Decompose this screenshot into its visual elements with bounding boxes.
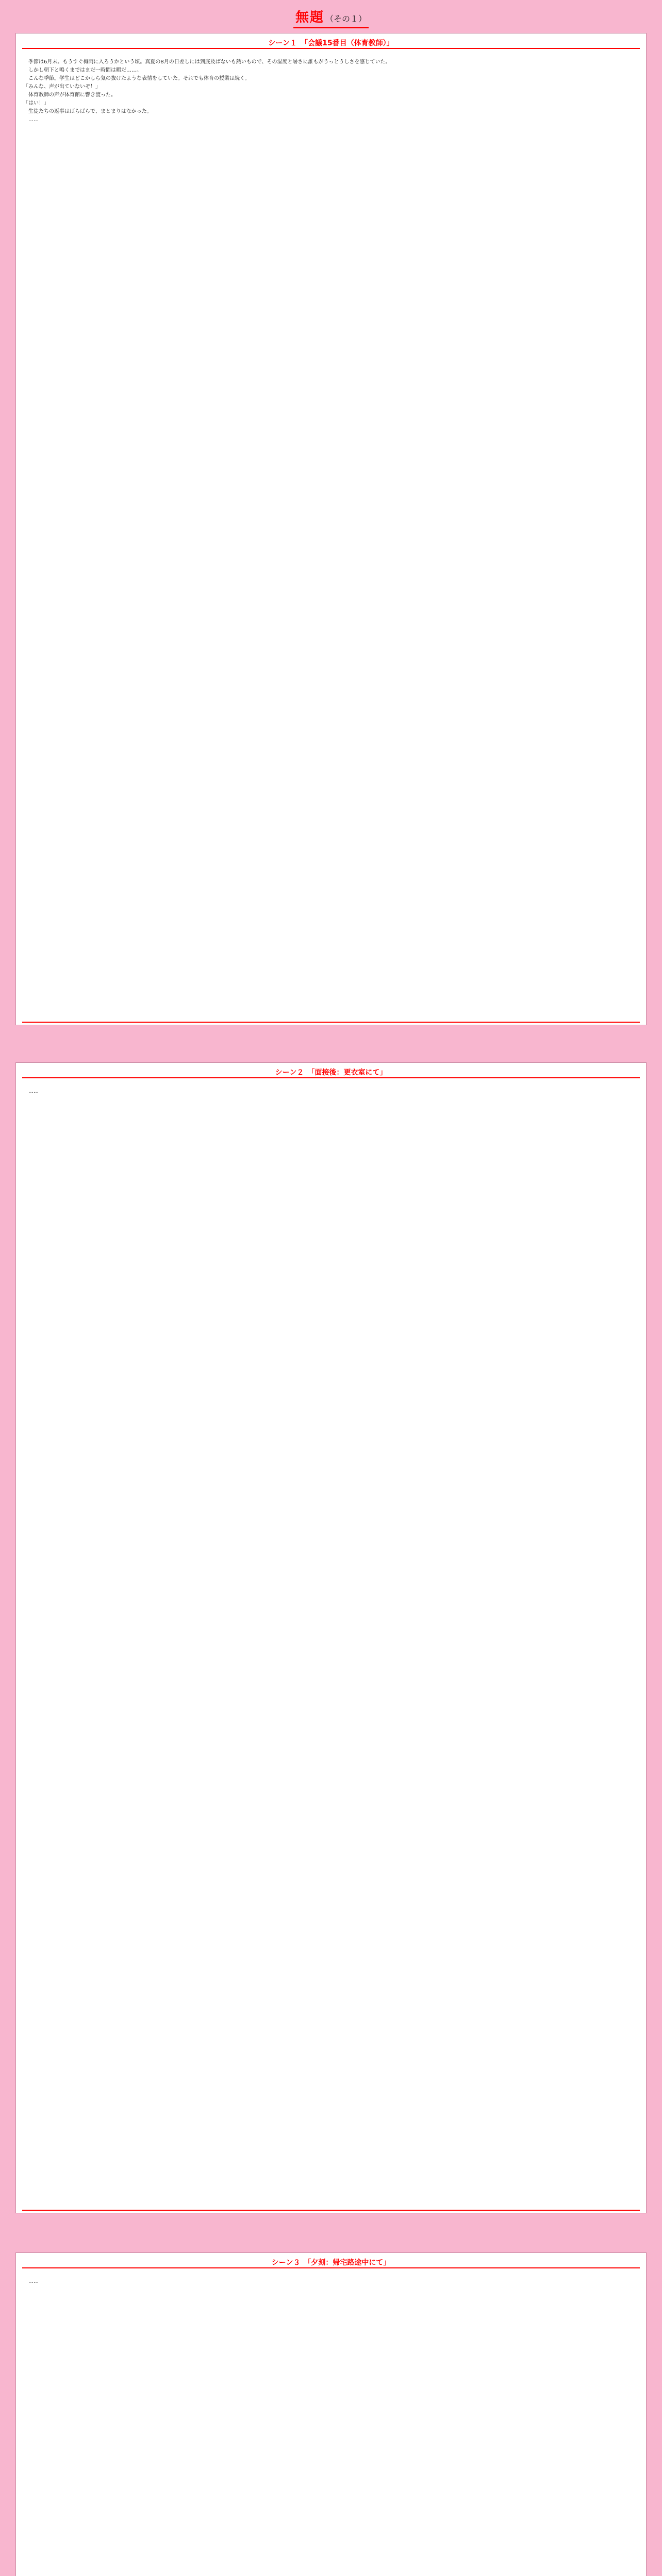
scene-body	[23, 2278, 639, 2576]
scene-heading-text: シーン１ 「会議15番目（体育教師）」	[268, 39, 394, 47]
scene-heading	[16, 2253, 646, 2265]
paragraph: 「みんな、声が出ていないぞ！」	[23, 84, 101, 90]
scene-divider	[22, 1077, 640, 1078]
scene-heading-text: シーン２ 「面接後：更衣室にて」	[275, 1069, 387, 1077]
paragraph: 季節は6月末。もうすぐ梅雨に入ろうかという頃。真夏の8月の日差しには到底及ばないも熱いもので、その湿度と暑さに誰もがうっとうしさを感じていた。	[28, 59, 391, 65]
scene-bottom-divider	[22, 1022, 640, 1023]
paragraph: 「はい！」	[23, 100, 49, 106]
scene-divider	[22, 48, 640, 49]
scene-heading	[16, 1063, 646, 1075]
paragraph: 体育教師の声が体育館に響き渡った。	[28, 92, 116, 98]
paragraph: ……	[28, 1089, 39, 1094]
scene-body	[23, 1088, 639, 2208]
scene-heading-text: シーン３ 「夕刻：帰宅路途中にて」	[271, 2259, 391, 2267]
paragraph: こんな季節。学生はどこかしら気の抜けたような表情をしていた。それでも体育の授業は続く。	[28, 76, 250, 81]
paragraph: しかし朝下と鳴くまではまだ一時間は暇だ……。	[28, 67, 142, 73]
paragraph: ……	[28, 117, 39, 123]
page-title-text: 無題	[295, 10, 324, 25]
page-title-suffix: （その１）	[325, 14, 367, 24]
scene-heading	[16, 33, 646, 46]
scene-panel-1	[15, 33, 647, 1025]
scene-panel-3	[15, 2252, 647, 2576]
scene-divider	[22, 2267, 640, 2268]
paragraph: ……	[28, 2279, 39, 2284]
scene-body	[23, 58, 639, 1020]
title-block	[0, 9, 662, 28]
paragraph: 生徒たちの返事はばらばらで、まとまりはなかった。	[28, 109, 152, 114]
scene-bottom-divider	[22, 2210, 640, 2211]
scene-panel-2	[15, 1062, 647, 2213]
page-title	[293, 9, 369, 28]
